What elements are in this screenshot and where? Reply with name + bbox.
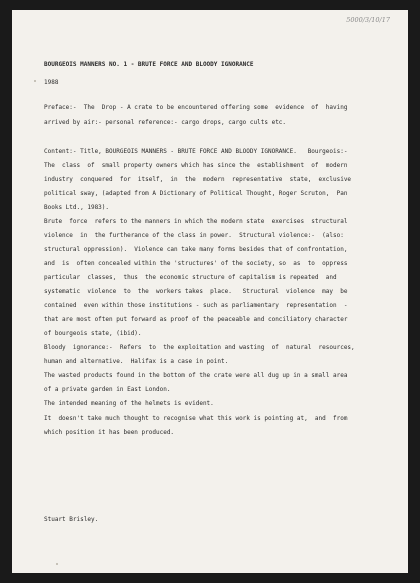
document-body bbox=[44, 102, 387, 492]
body-line: Content:- Title, BOURGEOIS MANNERS - BRUTE FORCE AND BLOODY IGNORANCE. Bourgeois:- bbox=[44, 148, 348, 155]
document-page bbox=[12, 10, 408, 573]
archive-reference-number: 5000/3/10/17 bbox=[346, 16, 390, 24]
body-line: The class of small property owners which has since the establishment of modern bbox=[44, 162, 348, 169]
body-line: which position it has been produced. bbox=[44, 429, 175, 436]
body-line: Brute force refers to the manners in which the modern state exercises structural bbox=[44, 218, 348, 225]
body-line: political sway, (adapted from A Dictionary of Political Thought, Roger Scruton, Pan bbox=[44, 190, 348, 197]
body-line: Preface:- The Drop - A crate to be encountered offering some evidence of having bbox=[44, 104, 348, 111]
document-title: BOURGEOIS MANNERS NO. 1 - BRUTE FORCE AND BLOODY IGNORANCE bbox=[44, 61, 254, 68]
body-line: Bloody ignorance:- Refers to the exploitation and wasting of natural resources, bbox=[44, 344, 355, 351]
body-line: industry conquered for itself, in the modern representative state, exclusive bbox=[44, 176, 352, 183]
body-line: arrived by air:- personal reference:- cargo drops, cargo cults etc. bbox=[44, 119, 287, 126]
body-line: that are most often put forward as proof of the peaceable and conciliatory character bbox=[44, 316, 348, 323]
body-line: It doesn't take much thought to recognise what this work is pointing at, and from bbox=[44, 415, 348, 422]
signature: Stuart Brisley. bbox=[44, 516, 99, 523]
body-line: systematic violence to the workers takes place. Structural violence may be bbox=[44, 288, 348, 295]
document-year: 1988 bbox=[44, 79, 59, 86]
body-line: The intended meaning of the helmets is evident. bbox=[44, 400, 214, 407]
body-line: of bourgeois state, (ibid). bbox=[44, 330, 142, 337]
body-line: structural oppression). Violence can take many forms besides that of confrontation, bbox=[44, 246, 348, 253]
body-line: particular classes, thus the economic structure of capitalism is repeated and bbox=[44, 274, 337, 281]
body-line: human and alternative. Halifax is a case in point. bbox=[44, 358, 229, 365]
body-line: of a private garden in East London. bbox=[44, 386, 171, 393]
body-line: violence in the furtherance of the class in power. Structural violence:- (also: bbox=[44, 232, 344, 239]
body-line: and is often concealed within the 'structures' of the society, so as to oppress bbox=[44, 260, 348, 267]
body-line: Books Ltd., 1983). bbox=[44, 204, 110, 211]
body-line: contained even within those institutions - such as parliamentary representation - bbox=[44, 302, 348, 309]
body-line: The wasted products found in the bottom of the crate were all dug up in a small area bbox=[44, 372, 348, 379]
page-mark bbox=[56, 563, 58, 565]
margin-mark bbox=[34, 80, 36, 82]
